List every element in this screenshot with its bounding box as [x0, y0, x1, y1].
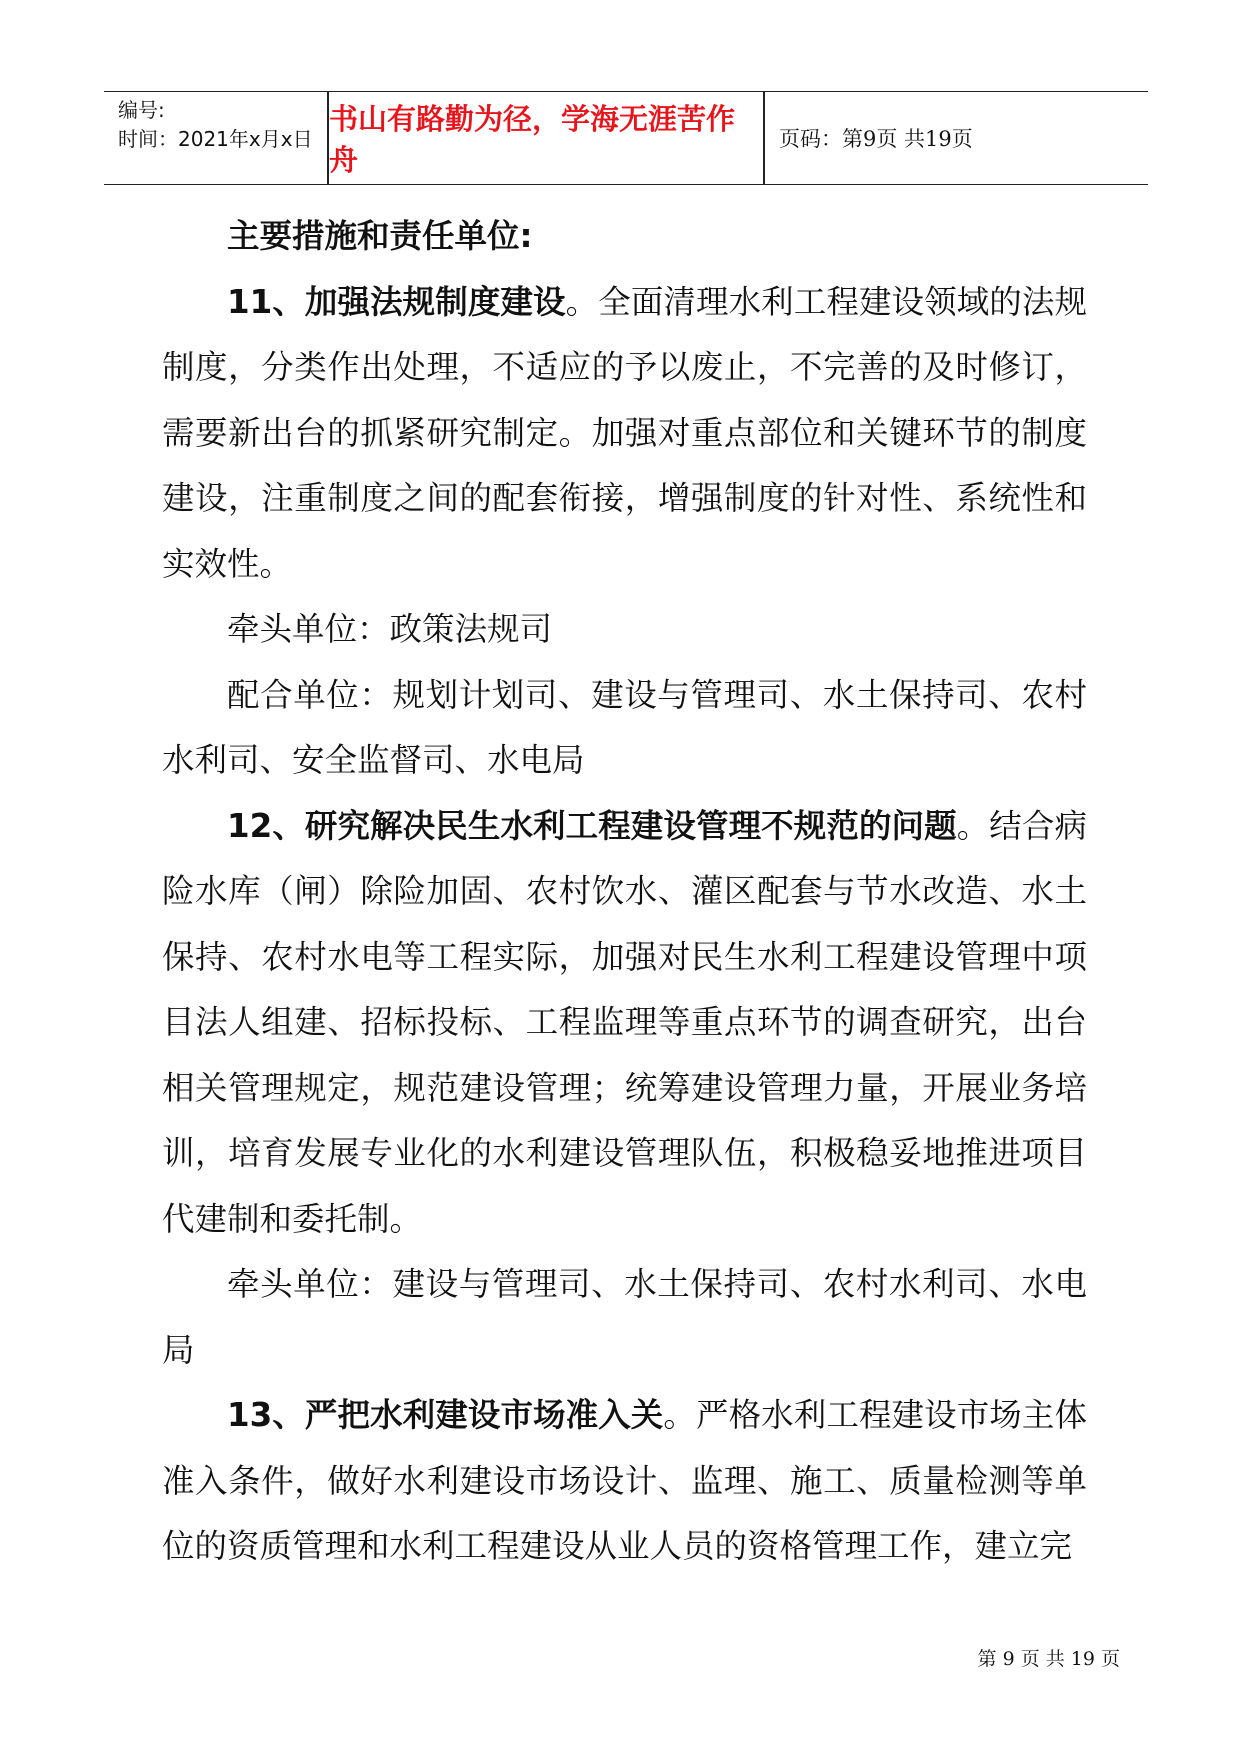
item-13-paragraph: [162, 1383, 1087, 1580]
document-body: [162, 204, 1087, 1580]
header-meta: [118, 96, 333, 154]
item-12-text: 。结合病险水库（闸）除险加固、农村饮水、灌区配套与节水改造、水土保持、农村水电等工程实际，加强对民生水利工程建设管理中项目法人组建、招标投标、工程监理等重点环节的调查研究，出台相关管理规定，规范建设管理；统筹建设管理力量，开展业务培训，培育发展专业化的水利建设管理队伍，积极稳妥地推进项目代建制和委托制。: [162, 806, 1087, 1238]
item-12-title: 12、研究解决民生水利工程建设管理不规范的问题: [227, 806, 957, 845]
page-footer: 第 9 页 共 19 页: [977, 1648, 1120, 1670]
item-11-paragraph: [162, 270, 1087, 598]
item-13-text: 。严格水利工程建设市场主体准入条件，做好水利建设市场设计、监理、施工、质量检测等单位的资质管理和水利工程建设从业人员的资格管理工作，建立完: [162, 1396, 1087, 1565]
item-13-title: 13、严把水利建设市场准入关: [227, 1396, 664, 1434]
document-header: [104, 91, 1148, 185]
time-label: 时间：2021年x月x日: [118, 127, 313, 151]
item-12-lead-unit: 牵头单位：建设与管理司、水土保持司、农村水利司、水电局: [162, 1265, 1087, 1369]
header-motto: 书山有路勤为径，学海无涯苦作舟: [329, 102, 736, 177]
header-page-info: 页码：第9页 共19页: [779, 127, 973, 151]
item-11-lead-unit: 牵头单位：政策法规司: [227, 610, 553, 648]
item-11-coop-units: 配合单位：规划计划司、建设与管理司、水土保持司、农村水利司、安全监督司、水电局: [162, 675, 1087, 779]
item-12-paragraph: [162, 794, 1087, 1253]
item-11-text: 。全面清理水利工程建设领域的法规制度，分类作出处理，不适应的予以废止，不完善的及时修订，需要新出台的抓紧研究制定。加强对重点部位和关键环节的制度建设，注重制度之间的配套衔接，增强制度的针对性、系统性和实效性。: [162, 282, 1087, 583]
section-heading: 主要措施和责任单位:: [227, 217, 533, 255]
number-label: 编号:: [118, 98, 165, 122]
item-11-title: 11、加强法规制度建设: [227, 282, 566, 321]
